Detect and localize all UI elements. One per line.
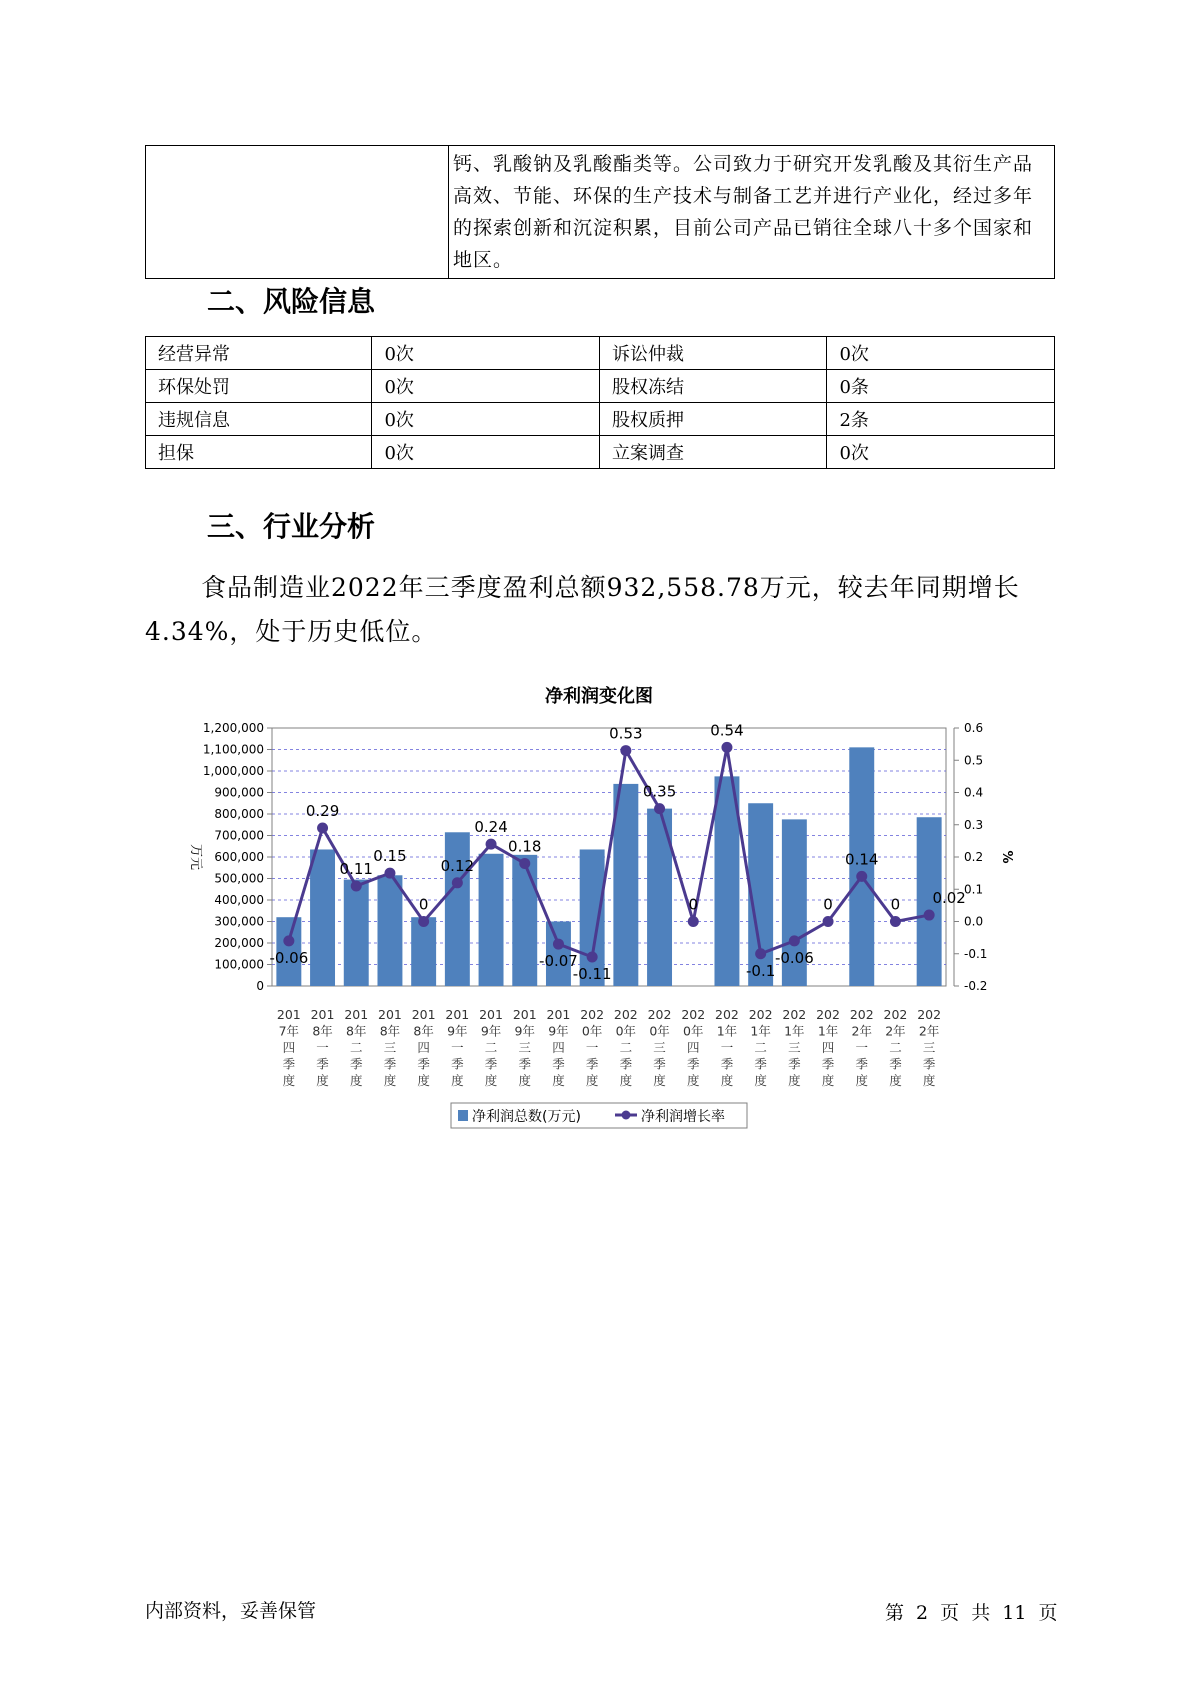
x-tick-label: 度 bbox=[686, 1073, 700, 1088]
data-label: -0.07 bbox=[539, 952, 578, 971]
x-tick-label: 202 bbox=[816, 1007, 840, 1022]
x-tick-label: 度 bbox=[349, 1073, 363, 1088]
left-tick-label: 800,000 bbox=[214, 807, 264, 821]
x-tick-label: 度 bbox=[316, 1073, 329, 1088]
x-tick-label: 四 bbox=[282, 1040, 296, 1055]
x-tick-label: 二 bbox=[754, 1040, 767, 1055]
x-tick-label: 8年 bbox=[312, 1023, 333, 1039]
x-tick-label: 202 bbox=[849, 1007, 874, 1022]
risk-value: 0次 bbox=[372, 403, 600, 436]
x-tick-label: 201 bbox=[344, 1007, 369, 1022]
company-description-text: 钙、乳酸钠及乳酸酯类等。公司致力于研究开发乳酸及其衍生产品高效、节能、环保的生产技术与制备工艺并进行产业化，经过多年的探索创新和沉淀积累，目前公司产品已销往全球八十多个国家和地区。 bbox=[449, 146, 1055, 279]
x-tick-label: 201 bbox=[546, 1007, 571, 1022]
growth-rate-point bbox=[384, 868, 395, 879]
x-tick-label: 度 bbox=[552, 1073, 565, 1088]
growth-rate-point bbox=[856, 871, 867, 882]
risk-value: 0次 bbox=[372, 337, 600, 370]
x-tick-label: 2年 bbox=[918, 1023, 940, 1039]
x-tick-label: 度 bbox=[585, 1073, 599, 1088]
right-tick-label: 0.1 bbox=[964, 882, 984, 897]
x-tick-label: 四 bbox=[552, 1040, 565, 1055]
x-tick-label: 季 bbox=[417, 1056, 430, 1072]
x-tick-label: 季 bbox=[518, 1056, 532, 1072]
x-tick-label: 一 bbox=[316, 1040, 329, 1055]
growth-rate-point bbox=[519, 858, 530, 869]
x-tick-label: 季 bbox=[855, 1056, 869, 1072]
x-tick-label: 202 bbox=[782, 1007, 807, 1022]
growth-rate-point bbox=[654, 803, 665, 814]
bar bbox=[310, 849, 335, 986]
left-tick-label: 300,000 bbox=[214, 914, 264, 929]
x-tick-label: 9年 bbox=[447, 1023, 468, 1039]
risk-label: 股权质押 bbox=[599, 403, 827, 436]
growth-rate-point bbox=[721, 742, 732, 753]
data-label: 0.14 bbox=[845, 850, 879, 869]
x-tick-label: 三 bbox=[922, 1040, 936, 1055]
x-tick-label: 季 bbox=[484, 1056, 498, 1072]
x-tick-label: 2年 bbox=[851, 1023, 872, 1039]
x-tick-label: 季 bbox=[686, 1056, 700, 1072]
growth-rate-point bbox=[553, 939, 564, 950]
growth-rate-point bbox=[755, 948, 766, 959]
legend-bar-swatch bbox=[458, 1110, 468, 1121]
risk-label: 环保处罚 bbox=[146, 370, 372, 403]
x-tick-label: 度 bbox=[855, 1073, 869, 1088]
bar bbox=[445, 832, 470, 986]
x-tick-label: 四 bbox=[417, 1040, 430, 1055]
x-tick-label: 季 bbox=[316, 1056, 329, 1072]
x-tick-label: 202 bbox=[681, 1007, 706, 1022]
x-tick-label: 201 bbox=[276, 1007, 301, 1022]
left-tick-label: 0 bbox=[256, 979, 264, 993]
bar bbox=[613, 784, 638, 986]
risk-label: 立案调查 bbox=[599, 436, 827, 469]
x-tick-label: 二 bbox=[619, 1040, 633, 1055]
growth-rate-point bbox=[452, 877, 463, 888]
data-label: 0.35 bbox=[642, 782, 677, 801]
data-label: 0 bbox=[890, 895, 901, 914]
x-tick-label: 7年 bbox=[278, 1023, 300, 1039]
x-tick-label: 季 bbox=[788, 1056, 801, 1072]
x-tick-label: 度 bbox=[417, 1073, 430, 1088]
x-tick-label: 度 bbox=[282, 1073, 296, 1088]
growth-rate-point bbox=[486, 839, 497, 850]
data-label: 0.11 bbox=[339, 860, 373, 879]
bar bbox=[344, 880, 369, 986]
right-tick-label: 0.4 bbox=[964, 785, 984, 800]
data-label: -0.1 bbox=[746, 961, 776, 980]
data-label: 0 bbox=[823, 895, 833, 914]
risk-value: 0条 bbox=[827, 370, 1055, 403]
data-label: 0.54 bbox=[710, 721, 744, 740]
right-tick-label: -0.2 bbox=[964, 979, 988, 993]
x-tick-label: 季 bbox=[754, 1056, 767, 1072]
right-tick-label: 0.5 bbox=[964, 753, 984, 768]
x-tick-label: 201 bbox=[445, 1007, 470, 1022]
right-tick-label: 0.0 bbox=[964, 914, 984, 929]
x-tick-label: 202 bbox=[580, 1007, 605, 1022]
x-tick-label: 季 bbox=[282, 1056, 296, 1072]
x-tick-label: 一 bbox=[585, 1040, 599, 1055]
x-tick-label: 0年 bbox=[615, 1023, 637, 1039]
section-risk-title: 二、风险信息 bbox=[207, 285, 376, 318]
x-tick-label: 二 bbox=[484, 1040, 498, 1055]
legend-bar-label: 净利润总数(万元) bbox=[472, 1109, 581, 1125]
x-tick-label: 二 bbox=[889, 1040, 902, 1055]
right-axis-label: % bbox=[999, 850, 1014, 864]
right-tick-label: 0.2 bbox=[964, 850, 984, 864]
risk-value: 0次 bbox=[827, 337, 1055, 370]
risk-label: 违规信息 bbox=[146, 403, 372, 436]
risk-label: 经营异常 bbox=[146, 337, 372, 370]
x-tick-label: 度 bbox=[922, 1073, 936, 1088]
right-tick-label: -0.1 bbox=[964, 946, 988, 961]
x-tick-label: 202 bbox=[613, 1007, 638, 1022]
left-tick-label: 1,200,000 bbox=[202, 721, 264, 735]
x-tick-label: 1年 bbox=[784, 1023, 805, 1039]
x-tick-label: 度 bbox=[451, 1073, 464, 1088]
x-tick-label: 1年 bbox=[750, 1023, 771, 1039]
growth-rate-point bbox=[317, 822, 328, 833]
footer-confidential: 内部资料，妥善保管 bbox=[145, 1600, 317, 1622]
x-tick-label: 三 bbox=[788, 1040, 801, 1055]
growth-rate-point bbox=[587, 951, 598, 962]
x-tick-label: 201 bbox=[378, 1007, 402, 1022]
bar bbox=[377, 875, 402, 986]
x-tick-label: 201 bbox=[310, 1007, 335, 1022]
x-tick-label: 201 bbox=[411, 1007, 436, 1022]
growth-rate-point bbox=[688, 916, 699, 927]
data-label: -0.06 bbox=[269, 948, 309, 967]
risk-label: 股权冻结 bbox=[599, 370, 827, 403]
x-tick-label: 季 bbox=[383, 1056, 397, 1072]
growth-rate-point bbox=[351, 881, 362, 892]
x-tick-label: 201 bbox=[512, 1007, 537, 1022]
bar bbox=[512, 855, 537, 986]
x-tick-label: 度 bbox=[653, 1073, 666, 1088]
bar bbox=[479, 854, 504, 986]
x-tick-label: 一 bbox=[720, 1040, 734, 1055]
x-tick-label: 季 bbox=[552, 1056, 565, 1072]
growth-rate-point bbox=[789, 935, 800, 946]
bar bbox=[411, 917, 436, 986]
right-tick-label: 0.6 bbox=[964, 721, 984, 735]
x-tick-label: 四 bbox=[821, 1040, 835, 1055]
x-tick-label: 度 bbox=[889, 1073, 902, 1088]
risk-value: 2条 bbox=[827, 403, 1055, 436]
x-tick-label: 季 bbox=[720, 1056, 734, 1072]
data-label: 0 bbox=[688, 895, 699, 914]
x-tick-label: 季 bbox=[922, 1056, 936, 1072]
x-tick-label: 0年 bbox=[683, 1023, 704, 1039]
left-tick-label: 200,000 bbox=[214, 936, 264, 950]
left-tick-label: 1,100,000 bbox=[202, 742, 264, 757]
x-tick-label: 季 bbox=[821, 1056, 835, 1072]
x-tick-label: 202 bbox=[748, 1007, 773, 1022]
left-axis-label: 万元 bbox=[188, 843, 203, 871]
x-tick-label: 季 bbox=[889, 1056, 902, 1072]
risk-label: 诉讼仲裁 bbox=[599, 337, 827, 370]
x-tick-label: 0年 bbox=[581, 1023, 603, 1039]
x-tick-label: 四 bbox=[686, 1040, 700, 1055]
left-tick-label: 900,000 bbox=[214, 785, 264, 800]
x-tick-label: 三 bbox=[518, 1040, 532, 1055]
growth-rate-point bbox=[283, 935, 294, 946]
x-tick-label: 9年 bbox=[514, 1023, 535, 1039]
data-label: 0.29 bbox=[305, 801, 340, 820]
data-label: 0.18 bbox=[508, 837, 542, 856]
x-tick-label: 三 bbox=[383, 1040, 397, 1055]
x-tick-label: 1年 bbox=[817, 1023, 839, 1039]
risk-label: 担保 bbox=[146, 436, 372, 469]
x-tick-label: 度 bbox=[821, 1073, 835, 1088]
risk-value: 0次 bbox=[372, 370, 600, 403]
x-tick-label: 202 bbox=[715, 1007, 739, 1022]
left-tick-label: 500,000 bbox=[214, 871, 264, 886]
left-tick-label: 600,000 bbox=[214, 850, 264, 864]
footer-page-number: 第 2 页 共 11 页 bbox=[885, 1602, 1058, 1624]
x-tick-label: 0年 bbox=[649, 1023, 670, 1039]
x-tick-label: 202 bbox=[883, 1007, 908, 1022]
growth-rate-point bbox=[620, 745, 631, 756]
x-tick-label: 季 bbox=[619, 1056, 633, 1072]
industry-paragraph: 食品制造业2022年三季度盈利总额932,558.78万元，较去年同期增长4.34%，处于历史低位。 bbox=[145, 573, 1020, 646]
x-tick-label: 三 bbox=[653, 1040, 666, 1055]
chart-title: 净利润变化图 bbox=[545, 686, 653, 707]
growth-rate-point bbox=[418, 916, 429, 927]
data-label: 0.02 bbox=[932, 889, 966, 908]
x-tick-label: 季 bbox=[349, 1056, 363, 1072]
data-label: 0.15 bbox=[373, 847, 407, 866]
left-tick-label: 100,000 bbox=[214, 957, 264, 972]
legend-line-label: 净利润增长率 bbox=[641, 1109, 725, 1125]
x-tick-label: 度 bbox=[518, 1073, 532, 1088]
left-tick-label: 1,000,000 bbox=[202, 764, 264, 778]
x-tick-label: 202 bbox=[917, 1007, 942, 1022]
x-tick-label: 度 bbox=[720, 1073, 734, 1088]
growth-rate-point bbox=[890, 916, 901, 927]
x-tick-label: 一 bbox=[451, 1040, 464, 1055]
x-tick-label: 度 bbox=[754, 1073, 767, 1088]
risk-value: 0次 bbox=[372, 436, 600, 469]
data-label: -0.11 bbox=[572, 964, 612, 983]
data-label: 0.53 bbox=[609, 724, 643, 743]
data-label: -0.06 bbox=[774, 948, 814, 967]
x-tick-label: 8年 bbox=[379, 1023, 401, 1039]
x-tick-label: 季 bbox=[653, 1056, 666, 1072]
x-tick-label: 9年 bbox=[548, 1023, 569, 1039]
section-industry-title: 三、行业分析 bbox=[207, 510, 376, 543]
x-tick-label: 度 bbox=[619, 1073, 633, 1088]
risk-value: 0次 bbox=[827, 436, 1055, 469]
x-tick-label: 度 bbox=[788, 1073, 801, 1088]
data-label: 0.12 bbox=[440, 856, 475, 875]
x-tick-label: 8年 bbox=[346, 1023, 367, 1039]
x-tick-label: 2年 bbox=[885, 1023, 906, 1039]
x-tick-label: 季 bbox=[451, 1056, 464, 1072]
x-tick-label: 202 bbox=[647, 1007, 672, 1022]
x-tick-label: 8年 bbox=[413, 1023, 434, 1039]
x-tick-label: 季 bbox=[585, 1056, 599, 1072]
growth-rate-point bbox=[924, 910, 935, 921]
x-tick-label: 二 bbox=[349, 1040, 363, 1055]
left-tick-label: 700,000 bbox=[214, 828, 264, 843]
right-tick-label: 0.3 bbox=[964, 817, 984, 832]
x-tick-label: 1年 bbox=[716, 1023, 738, 1039]
legend-line-marker bbox=[622, 1111, 631, 1120]
x-tick-label: 一 bbox=[855, 1040, 869, 1055]
x-tick-label: 度 bbox=[484, 1073, 498, 1088]
x-tick-label: 9年 bbox=[480, 1023, 502, 1039]
data-label: 0 bbox=[418, 895, 429, 914]
x-tick-label: 201 bbox=[479, 1007, 503, 1022]
data-label: 0.24 bbox=[474, 818, 508, 837]
x-tick-label: 度 bbox=[383, 1073, 397, 1088]
growth-rate-point bbox=[823, 916, 834, 927]
left-tick-label: 400,000 bbox=[214, 893, 264, 907]
